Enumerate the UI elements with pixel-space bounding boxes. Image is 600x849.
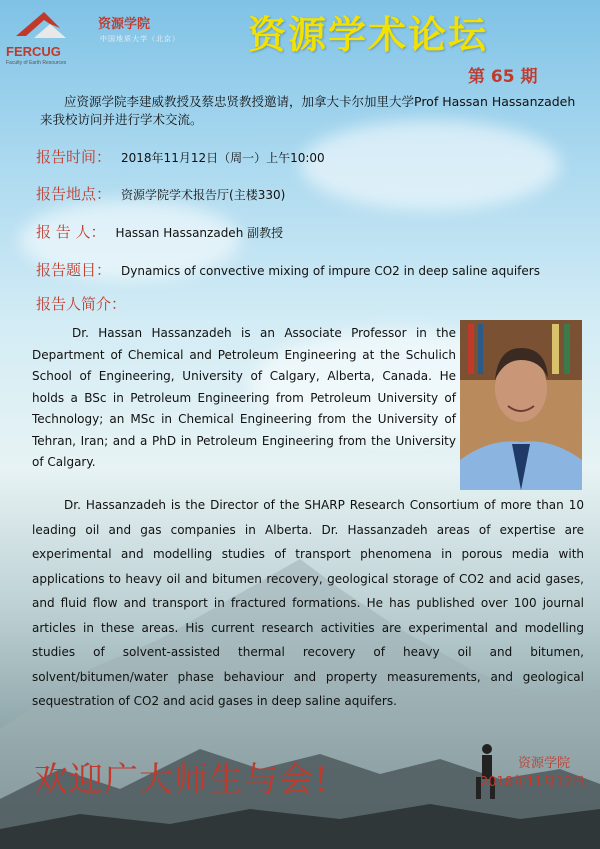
bio-paragraph-2-text: Dr. Hassanzadeh is the Director of the SHARP Research Consortium of more than 10 leading oil and gas companies in Alberta. Dr. Hassanzadeh areas of expertise are experimental and modelling studies of transport phenomena in porous media with applications to heavy oil and bitumen recovery, geological storage of CO2 and acid gases, and fluid flow and transport in fractured formations. He has published over 100 journal articles in these areas. His current research activities are experimental and modelling studies of solvent-assisted thermal recovery of heavy oil and bitumen, solvent/bitumen/water phase behaviour and property measurements, and geological sequestration of CO2 and acid gases in deep saline aquifers. — [32, 498, 584, 708]
report-time-row — [36, 146, 325, 167]
topic-value: Dynamics of convective mixing of impure CO2 in deep saline aquifers — [121, 264, 540, 278]
report-place-value: 资源学院学术报告厅(主楼330) — [121, 188, 286, 202]
cloud — [300, 120, 560, 210]
report-place-row — [36, 183, 285, 204]
invitation-body: 应资源学院李建威教授及蔡忠贤教授邀请，加拿大卡尔加里大学Prof Hassan Hassanzadeh 来我校访问并进行学术交流。 — [40, 94, 576, 127]
logo-subtitle: 中国地质大学（北京） — [100, 35, 180, 43]
bio-paragraph-1 — [32, 323, 456, 474]
welcome-message: 欢迎广大师生与会! — [34, 760, 329, 800]
topic-label: 报告题目： — [36, 261, 112, 279]
svg-text:Faculty of Earth Resources: Faculty of Earth Resources — [6, 60, 67, 66]
speaker-label: 报 告 人： — [36, 223, 106, 241]
fercug-logo — [4, 6, 88, 72]
svg-text:FERCUG: FERCUG — [6, 44, 61, 59]
bio-heading: 报告人简介： — [36, 295, 127, 313]
invitation-text — [40, 93, 580, 129]
speaker-value: Hassan Hassanzadeh 副教授 — [115, 226, 284, 240]
issue-number: 第 65 期 — [468, 67, 538, 87]
organizer-signature: 资源学院 — [518, 756, 571, 771]
report-time-value: 2018年11月12日（周一）上午10:00 — [121, 151, 325, 165]
poster-date: 2018年11月12日 — [480, 775, 586, 790]
bio-paragraph-2 — [32, 493, 584, 714]
logo-org-name: 资源学院 — [98, 17, 151, 32]
report-time-label: 报告时间： — [36, 148, 112, 166]
speaker-row — [36, 221, 283, 242]
forum-title: 资源学术论坛 — [248, 13, 489, 57]
topic-row — [36, 259, 540, 280]
bio-paragraph-1-text: Dr. Hassan Hassanzadeh is an Associate Professor in the Department of Chemical and Petroleum Engineering at the Schulich School of Engineering, University of Calgary, Alberta, Canada. He holds a BSc in Petroleum Engineering from Petroleum University of Technology; an MSc in Chemical Engineering from the University of Tehran, Iran; and a PhD in Petroleum Engineering from the University of Calgary. — [32, 326, 456, 469]
speaker-photo — [460, 320, 582, 490]
report-place-label: 报告地点： — [36, 185, 112, 203]
